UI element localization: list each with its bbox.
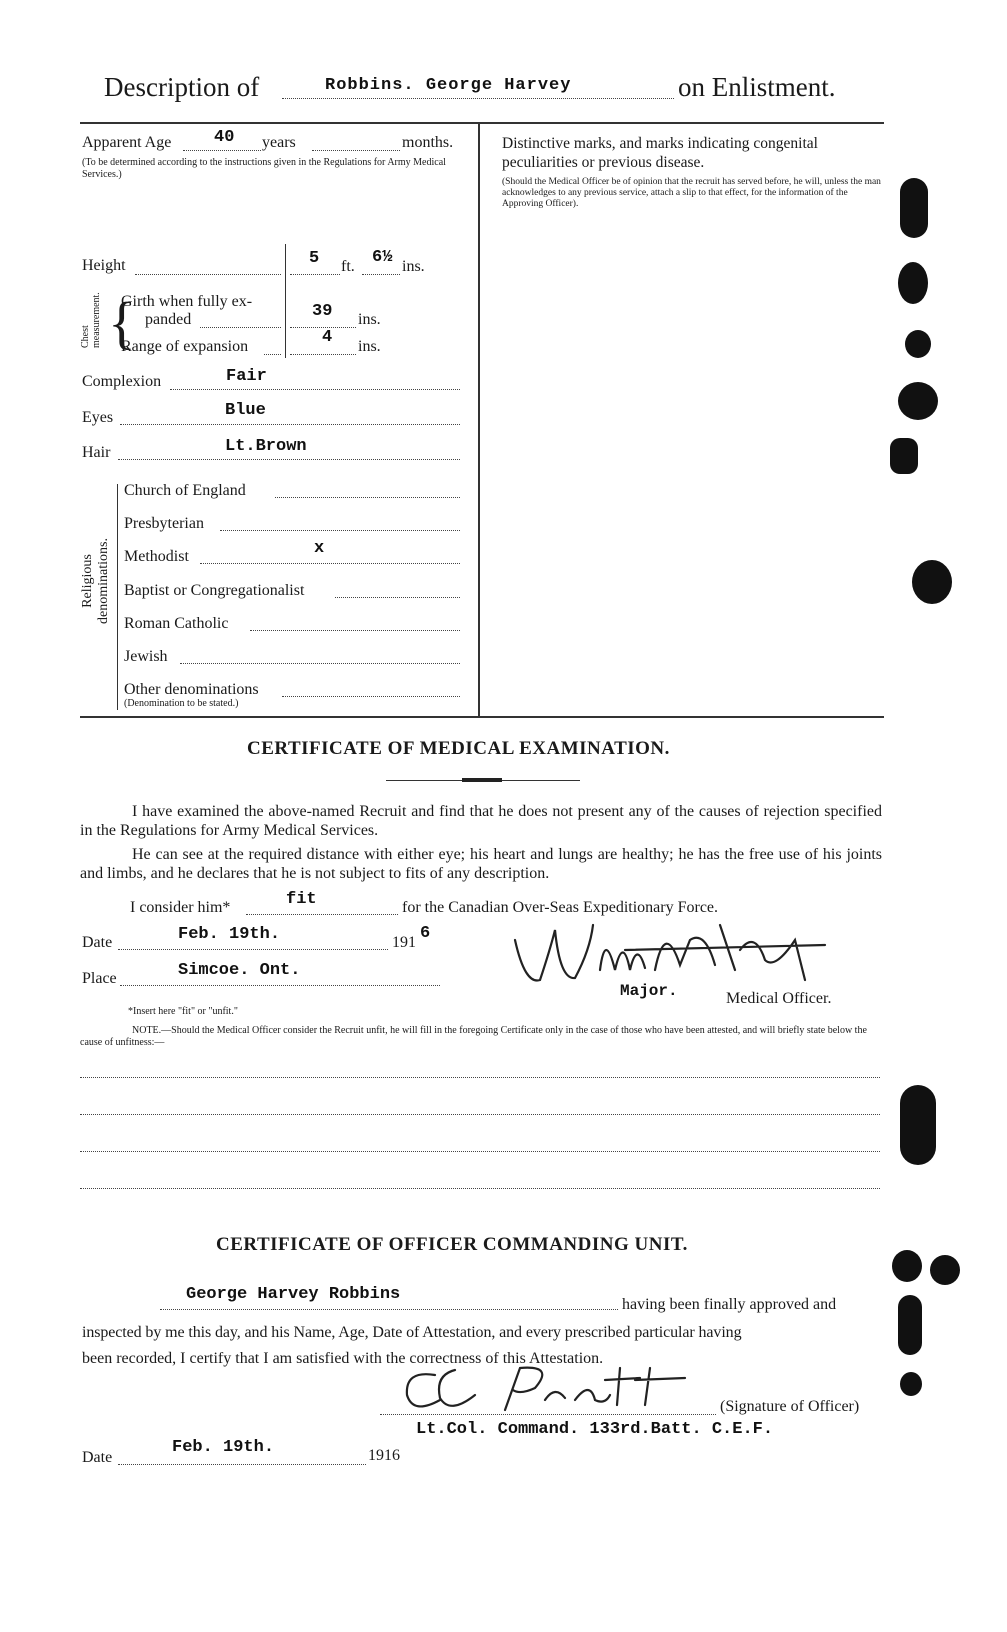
punch-hole — [930, 1255, 960, 1285]
religion-line-1 — [275, 497, 460, 498]
girth-label-1: Girth when fully ex- — [121, 293, 253, 310]
fit-value: fit — [286, 890, 317, 909]
chest-label: Chest measurement. — [80, 292, 102, 348]
medical-date-value: Feb. 19th. — [178, 925, 281, 944]
punch-hole — [892, 1250, 922, 1282]
unfit-line-3 — [80, 1151, 880, 1152]
punch-hole — [900, 178, 928, 238]
recruit-name: George Harvey Robbins — [186, 1285, 401, 1304]
eyes-label: Eyes — [82, 409, 114, 426]
ins-label: ins. — [402, 258, 425, 275]
medical-year-prefix: 191 — [392, 934, 416, 951]
marks-title: Distinctive marks, and marks indicating congenital peculiarities or previous disease. — [502, 135, 818, 171]
religion-line-6 — [180, 663, 460, 664]
religion-line-7 — [282, 696, 460, 697]
commanding-heading: CERTIFICATE OF OFFICER COMMANDING UNIT. — [216, 1234, 688, 1255]
girth-ins-label: ins. — [358, 311, 381, 328]
punch-hole — [905, 330, 931, 358]
section-rule — [80, 716, 884, 718]
age-value: 40 — [214, 128, 235, 147]
months-label: months. — [402, 134, 454, 151]
place-value: Simcoe. Ont. — [178, 961, 301, 980]
range-value-line — [290, 354, 356, 355]
commanding-date-value: Feb. 19th. — [172, 1438, 275, 1457]
chest-brace: { — [108, 290, 136, 355]
hair-label: Hair — [82, 444, 111, 461]
officer-title: Lt.Col. Command. 133rd.Batt. C.E.F. — [416, 1420, 774, 1439]
ft-label: ft. — [341, 258, 355, 275]
apparent-age-label: Apparent Age — [82, 134, 172, 151]
height-label: Height — [82, 257, 126, 274]
fit-line — [246, 914, 398, 915]
height-ft-value: 5 — [309, 249, 320, 268]
commanding-text-3: been recorded, I certify that I am satisfied with the correctness of this Attestation. — [82, 1350, 604, 1367]
complexion-label: Complexion — [82, 373, 162, 390]
hair-value: Lt.Brown — [225, 437, 307, 456]
header-rule — [80, 122, 884, 124]
header-prefix: Description of — [104, 72, 260, 102]
medical-date-label: Date — [82, 934, 113, 951]
denomination-note: (Denomination to be stated.) — [124, 698, 239, 709]
religion-church-of-england: Church of England — [124, 482, 246, 499]
range-line — [264, 354, 281, 355]
range-ins-label: ins. — [358, 338, 381, 355]
years-label: years — [262, 134, 296, 151]
girth-label-2: panded — [145, 311, 192, 328]
place-line — [120, 985, 440, 986]
consider-label: I consider him* — [130, 899, 231, 916]
months-line — [312, 150, 400, 151]
medical-rank: Major. — [620, 982, 678, 1000]
religion-line-3 — [200, 563, 460, 564]
unfit-line-4 — [80, 1188, 880, 1189]
commanding-text-2: inspected by me this day, and his Name, Age, Date of Attestation, and every prescribed particular having — [82, 1324, 742, 1341]
medical-para2: He can see at the required distance with either eye; his heart and lungs are healthy; he has the free use of his joints and limbs, and he declares that he is not subject to fits of any description. — [80, 846, 882, 882]
unfit-line-2 — [80, 1114, 880, 1115]
religion-roman-catholic: Roman Catholic — [124, 615, 229, 632]
commanding-date-line — [118, 1464, 366, 1465]
height-divider — [285, 244, 286, 358]
height-ft-line — [290, 274, 340, 275]
commanding-text-1: having been finally approved and — [622, 1296, 837, 1313]
range-value: 4 — [322, 328, 333, 347]
commanding-officer-signature — [395, 1360, 715, 1420]
commanding-date-label: Date — [82, 1449, 113, 1466]
medical-officer-label: Medical Officer. — [726, 990, 832, 1007]
height-line — [135, 274, 281, 275]
religion-methodist: Methodist — [124, 548, 189, 565]
complexion-line — [170, 389, 460, 390]
age-note: (To be determined according to the instructions given in the Regulations for Army Medical Services.) — [82, 157, 446, 180]
marks-note: (Should the Medical Officer be of opinion that the recruit has served before, he will, unless the man acknowledges to any previous service, attach a slip to that effect, for the information of the Approving Officer). — [502, 177, 881, 209]
punch-hole — [898, 382, 938, 420]
header-suffix: on Enlistment. — [678, 72, 836, 102]
punch-hole — [890, 438, 918, 474]
girth-value: 39 — [312, 302, 333, 321]
religion-baptist: Baptist or Congregationalist — [124, 582, 305, 599]
unfit-line-1 — [80, 1077, 880, 1078]
punch-hole — [898, 1295, 922, 1355]
methodist-mark: x — [314, 539, 325, 558]
punch-hole — [900, 1085, 936, 1165]
commanding-year: 1916 — [368, 1447, 400, 1464]
religion-line-4 — [335, 597, 460, 598]
unfit-note: NOTE.—Should the Medical Officer consider the Recruit unfit, he will fill in the foregoing Certificate only in the case of those who have been attested, and will briefly state below the cause of unfitness:— — [80, 1025, 867, 1048]
religion-other: Other denominations — [124, 681, 259, 698]
punch-hole — [912, 560, 952, 604]
complexion-value: Fair — [226, 367, 267, 386]
eyes-line — [120, 424, 460, 425]
girth-line — [200, 327, 281, 328]
header-name: Robbins. George Harvey — [325, 76, 572, 95]
religion-line-2 — [220, 530, 460, 531]
medical-officer-signature — [505, 910, 845, 990]
religion-line-5 — [250, 630, 460, 631]
height-in-line — [362, 274, 400, 275]
signature-label: (Signature of Officer) — [720, 1398, 860, 1415]
header-name-line — [282, 98, 674, 99]
place-label: Place — [82, 970, 117, 987]
signature-line — [380, 1414, 716, 1415]
range-label: Range of expansion — [121, 338, 249, 355]
insert-note: *Insert here "fit" or "unfit." — [128, 1006, 238, 1017]
hair-line — [118, 459, 460, 460]
religion-bracket — [117, 484, 118, 710]
religion-label: Religious denominations. — [80, 538, 111, 624]
age-line — [183, 150, 261, 151]
height-in-value: 6½ — [372, 248, 393, 267]
punch-hole — [900, 1372, 922, 1396]
medical-heading-rule-thick — [462, 778, 502, 782]
religion-jewish: Jewish — [124, 648, 168, 665]
medical-date-line — [118, 949, 388, 950]
column-divider — [478, 124, 480, 716]
medical-heading: CERTIFICATE OF MEDICAL EXAMINATION. — [247, 738, 670, 759]
recruit-name-line — [160, 1309, 618, 1310]
force-label: for the Canadian Over-Seas Expeditionary Force. — [402, 899, 719, 916]
eyes-value: Blue — [225, 401, 266, 420]
medical-year-digit: 6 — [420, 924, 431, 943]
medical-para1: I have examined the above-named Recruit and find that he does not present any of the causes of rejection specified in the Regulations for Army Medical Services. — [80, 803, 882, 839]
punch-hole — [898, 262, 928, 304]
religion-presbyterian: Presbyterian — [124, 515, 204, 532]
